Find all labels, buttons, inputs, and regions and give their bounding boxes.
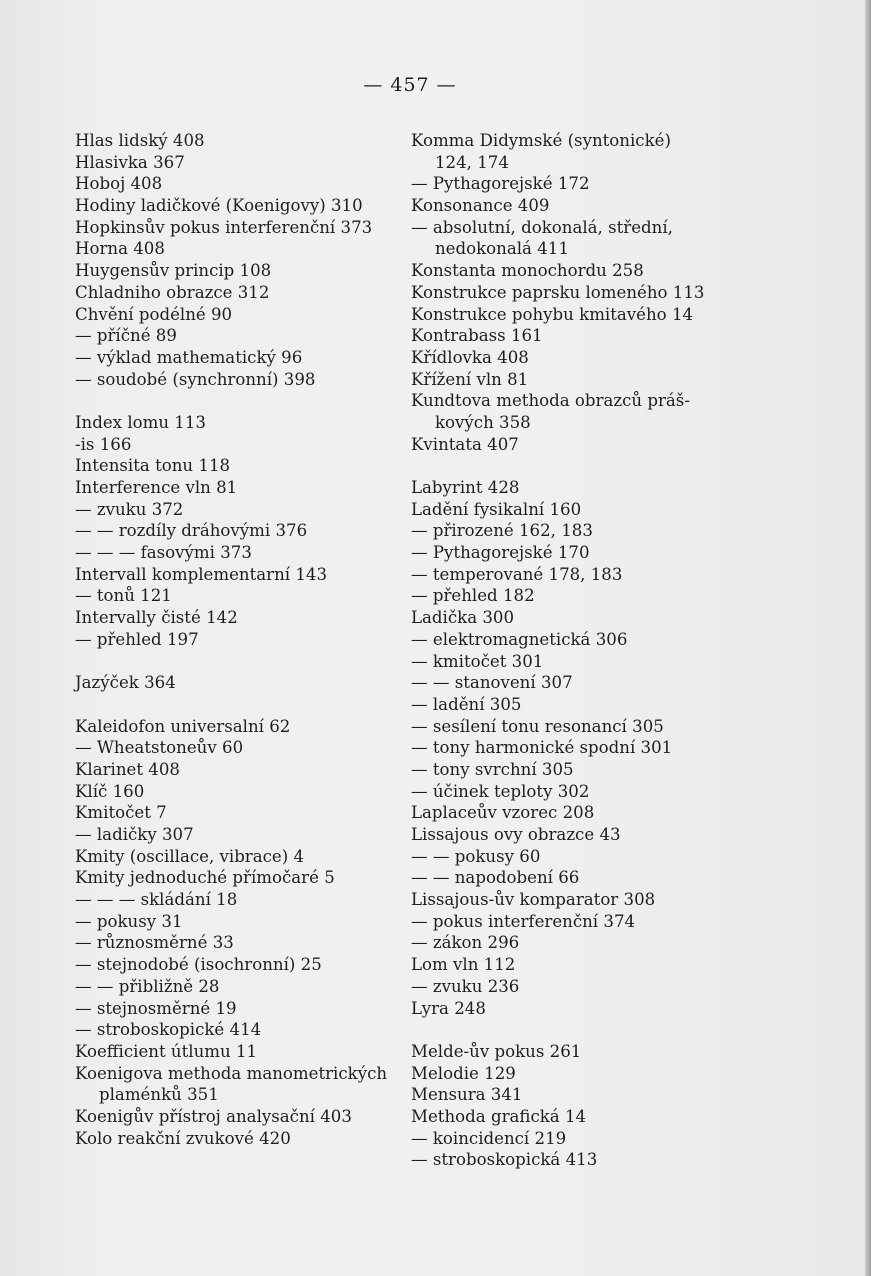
index-entry: Lissajous-ův komparator 308 [411,890,656,910]
index-entry: — ladičky 307 [75,825,194,844]
index-entry: — přehled 197 [75,629,199,649]
index-column-right [411,130,726,1171]
index-entry: — elektromagnetická 306 [411,629,628,649]
section-gap [411,455,726,477]
index-entry: — Pythagorejské 170 [411,543,590,563]
index-entry: Konstrukce pohybu kmitavého 14 [411,304,694,324]
index-entry: — výklad mathematický 96 [75,347,303,367]
index-entry: Hlasivka 367 [75,152,185,172]
index-entry: — přirozené 162, 183 [411,521,593,541]
index-entry: — Pythagorejské 172 [411,174,590,194]
index-entry: Komma Didymské (syntonické) [411,131,671,150]
index-entry: — — přibližně 28 [75,976,220,996]
index-entry: nedokonalá 411 [435,239,569,259]
index-entry: Laplaceův vzorec 208 [411,803,595,823]
index-entry: — tony harmonické spodní 301 [411,738,673,758]
index-entry: — zvuku 236 [411,976,520,996]
index-entry: — ladění 305 [411,694,522,714]
index-entry: Koenigova methoda manometrických [75,1063,388,1083]
index-entry: Kmity jednoduché přímočaré 5 [75,868,335,888]
index-entry: Konstanta monochordu 258 [411,261,644,281]
index-entry: — zákon 296 [411,933,520,953]
index-entry: Kolo reakční zvukové 420 [75,1128,291,1148]
index-entry: — stejnosměrné 19 [75,998,237,1018]
index-entry: Intervall komplementarní 143 [75,564,328,584]
index-entry: Kvintata 407 [411,434,519,454]
index-entry: — stroboskopické 414 [75,1020,262,1040]
index-entry: Melde-ův pokus 261 [411,1041,582,1061]
index-entry: Koefficient útlumu 11 [75,1041,258,1061]
index-entry: — soudobé (synchronní) 398 [75,369,316,389]
index-entry: 124, 174 [435,152,509,172]
index-entry: Labyrint 428 [411,478,520,497]
page-number: — 457 — [363,74,457,96]
section-gap [75,390,395,412]
index-entry: Klíč 160 [75,781,145,801]
index-entry: — pokus interferenční 374 [411,911,636,931]
index-entry: Mensura 341 [411,1085,523,1105]
index-entry: kových 358 [435,412,531,432]
index-entry: Methoda grafická 14 [411,1106,587,1126]
index-entry: Horna 408 [75,239,165,259]
index-entry: — sesílení tonu resonancí 305 [411,716,664,736]
index-entry: Index lomu 113 [75,412,206,432]
index-entry: Lissajous ovy obrazce 43 [411,825,621,844]
index-entry: — přehled 182 [411,586,535,606]
index-entry: Kmitočet 7 [75,803,167,823]
page-binding-edge [865,0,871,1276]
index-entry: Hlas lidský 408 [75,131,205,150]
index-entry: — temperované 178, 183 [411,564,623,584]
index-entry: — stejnodobé (isochronní) 25 [75,955,322,975]
section-gap [75,651,395,673]
section-gap [75,694,395,716]
section-gap [411,1019,726,1041]
index-entry: Chladniho obrazce 312 [75,282,270,302]
index-entry: — — rozdíly dráhovými 376 [75,521,308,541]
index-entry: — — napodobení 66 [411,868,580,888]
index-entry: — — — fasovými 373 [75,543,252,563]
index-entry: Jazýček 364 [75,673,176,693]
index-entry: Intervally čisté 142 [75,608,238,628]
index-entry: Ladička 300 [411,608,515,628]
index-entry: Konstrukce paprsku lomeného 113 [411,282,705,302]
index-entry: — stroboskopická 413 [411,1150,598,1170]
index-entry: — různosměrné 33 [75,933,234,953]
index-entry: — příčné 89 [75,326,177,346]
index-entry: Hopkinsův pokus interferenční 373 [75,217,373,237]
index-entry: Klarinet 408 [75,759,180,779]
index-column-left [75,130,395,1149]
index-entry: Hoboj 408 [75,174,163,194]
index-entry: Kaleidofon universalní 62 [75,716,291,736]
index-entry: Melodie 129 [411,1063,516,1083]
index-entry: Koenigův přístroj analysační 403 [75,1106,352,1126]
index-entry: Křídlovka 408 [411,347,529,367]
index-entry: Ladění fysikalní 160 [411,499,582,519]
index-entry: — — pokusy 60 [411,846,541,866]
index-entry: — tonů 121 [75,586,172,606]
index-entry: — — — skládání 18 [75,890,238,910]
index-entry: plaménků 351 [99,1085,219,1105]
index-entry: Huygensův princip 108 [75,261,272,281]
index-entry: Lyra 248 [411,998,486,1018]
index-entry: Chvění podélné 90 [75,304,233,324]
index-entry: — pokusy 31 [75,911,183,931]
index-entry: Lom vln 112 [411,955,516,975]
index-entry: — Wheatstoneův 60 [75,738,244,758]
index-entry: Kmity (oscillace, vibrace) 4 [75,846,305,866]
index-entry: Kundtova methoda obrazců práš- [411,391,690,411]
index-entry: — účinek teploty 302 [411,781,590,801]
index-entry: Hodiny ladičkové (Koenigovy) 310 [75,196,363,216]
index-entry: Křížení vln 81 [411,369,529,389]
index-entry: — — stanovení 307 [411,673,573,693]
index-entry: Kontrabass 161 [411,326,543,346]
index-entry: — kmitočet 301 [411,651,544,671]
index-entry: Konsonance 409 [411,196,550,216]
index-entry: -is 166 [75,434,132,454]
index-entry: Interference vln 81 [75,478,238,497]
index-entry: — absolutní, dokonalá, střední, [411,217,673,237]
index-entry: — koincidencí 219 [411,1128,567,1148]
index-entry: — tony svrchní 305 [411,759,574,779]
index-entry: — zvuku 372 [75,499,184,519]
index-entry: Intensita tonu 118 [75,456,231,476]
